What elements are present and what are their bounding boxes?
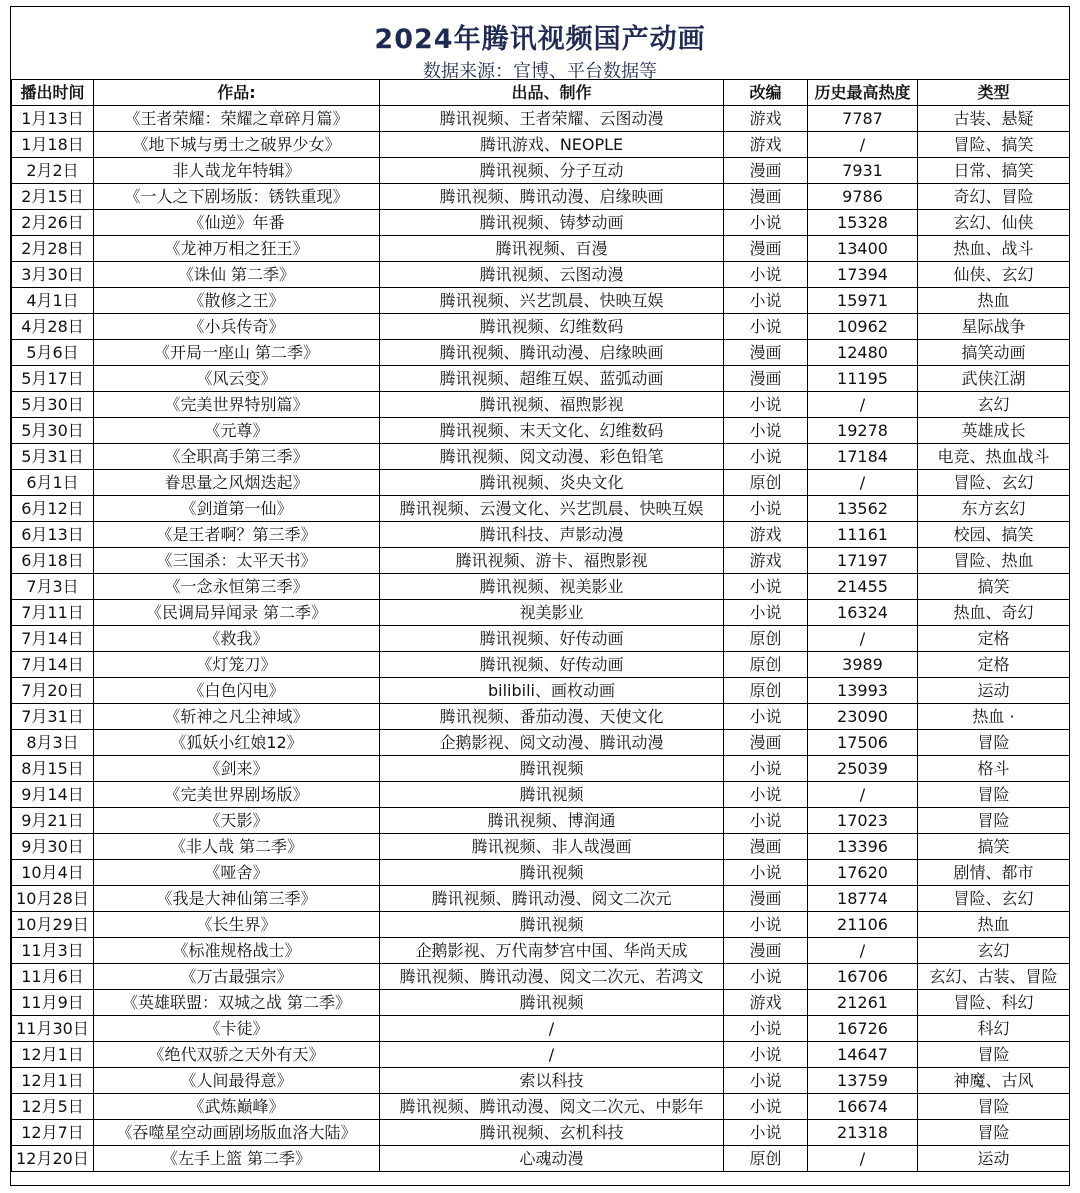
peak-heat-cell: / — [808, 938, 918, 964]
work-cell: 《狐妖小红娘12》 — [94, 730, 380, 756]
work-cell: 《是王者啊？第三季》 — [94, 522, 380, 548]
producer-cell: 腾讯视频、云图动漫 — [380, 262, 724, 288]
work-cell: 《万古最强宗》 — [94, 964, 380, 990]
genre-cell: 仙侠、玄幻 — [918, 262, 1070, 288]
table-row — [12, 1120, 1070, 1146]
air-date-cell: 6月12日 — [12, 496, 94, 522]
table-row — [12, 1094, 1070, 1120]
adaptation-cell: 漫画 — [724, 938, 808, 964]
adaptation-cell: 原创 — [724, 652, 808, 678]
table-row — [12, 262, 1070, 288]
table-body — [12, 106, 1070, 1172]
genre-cell: 玄幻、仙侠 — [918, 210, 1070, 236]
work-cell: 《一人之下剧场版：锈铁重现》 — [94, 184, 380, 210]
producer-cell: 腾讯科技、声影动漫 — [380, 522, 724, 548]
peak-heat-cell: 11195 — [808, 366, 918, 392]
genre-cell: 武侠江湖 — [918, 366, 1070, 392]
adaptation-cell: 原创 — [724, 1146, 808, 1172]
peak-heat-cell: 21261 — [808, 990, 918, 1016]
work-cell: 《地下城与勇士之破界少女》 — [94, 132, 380, 158]
producer-cell: 腾讯游戏、NEOPLE — [380, 132, 724, 158]
adaptation-cell: 小说 — [724, 1016, 808, 1042]
adaptation-cell: 小说 — [724, 418, 808, 444]
anime-table — [11, 79, 1070, 1172]
genre-cell: 冒险 — [918, 782, 1070, 808]
adaptation-cell: 小说 — [724, 704, 808, 730]
air-date-cell: 1月18日 — [12, 132, 94, 158]
peak-heat-cell: 15971 — [808, 288, 918, 314]
genre-cell: 日常、搞笑 — [918, 158, 1070, 184]
producer-cell: 腾讯视频、非人哉漫画 — [380, 834, 724, 860]
work-cell: 《天影》 — [94, 808, 380, 834]
genre-cell: 热血 — [918, 912, 1070, 938]
air-date-cell: 7月14日 — [12, 626, 94, 652]
peak-heat-cell: 25039 — [808, 756, 918, 782]
work-cell: 《散修之王》 — [94, 288, 380, 314]
work-cell: 《卡徒》 — [94, 1016, 380, 1042]
peak-heat-cell: 16706 — [808, 964, 918, 990]
work-cell: 《吞噬星空动画剧场版血洛大陆》 — [94, 1120, 380, 1146]
table-row — [12, 652, 1070, 678]
work-cell: 《风云变》 — [94, 366, 380, 392]
producer-cell: 腾讯视频 — [380, 912, 724, 938]
table-row — [12, 496, 1070, 522]
genre-cell: 热血、战斗 — [918, 236, 1070, 262]
work-cell: 《非人哉 第二季》 — [94, 834, 380, 860]
adaptation-cell: 漫画 — [724, 340, 808, 366]
genre-cell: 热血 · — [918, 704, 1070, 730]
genre-cell: 定格 — [918, 652, 1070, 678]
air-date-cell: 7月11日 — [12, 600, 94, 626]
table-row — [12, 158, 1070, 184]
adaptation-cell: 小说 — [724, 574, 808, 600]
table-row — [12, 808, 1070, 834]
adaptation-cell: 小说 — [724, 496, 808, 522]
air-date-cell: 11月30日 — [12, 1016, 94, 1042]
work-cell: 《白色闪电》 — [94, 678, 380, 704]
peak-heat-cell: 18774 — [808, 886, 918, 912]
adaptation-cell: 漫画 — [724, 730, 808, 756]
work-cell: 《武炼巅峰》 — [94, 1094, 380, 1120]
peak-heat-cell: 17023 — [808, 808, 918, 834]
work-cell: 《人间最得意》 — [94, 1068, 380, 1094]
air-date-cell: 9月21日 — [12, 808, 94, 834]
air-date-cell: 5月31日 — [12, 444, 94, 470]
genre-cell: 古装、悬疑 — [918, 106, 1070, 132]
table-row — [12, 418, 1070, 444]
genre-cell: 玄幻 — [918, 392, 1070, 418]
table-row — [12, 288, 1070, 314]
producer-cell: 腾讯视频、云漫文化、兴艺凯晨、快映互娱 — [380, 496, 724, 522]
genre-cell: 电竞、热血战斗 — [918, 444, 1070, 470]
work-cell: 《三国杀：太平天书》 — [94, 548, 380, 574]
genre-cell: 东方玄幻 — [918, 496, 1070, 522]
peak-heat-cell: / — [808, 132, 918, 158]
table-row — [12, 886, 1070, 912]
air-date-cell: 2月28日 — [12, 236, 94, 262]
page-title: 2024年腾讯视频国产动画 — [374, 24, 706, 55]
producer-cell: 腾讯视频、阅文动漫、彩色铅笔 — [380, 444, 724, 470]
work-cell: 眷思量之风烟迭起》 — [94, 470, 380, 496]
genre-cell: 定格 — [918, 626, 1070, 652]
table-row — [12, 678, 1070, 704]
adaptation-cell: 小说 — [724, 1120, 808, 1146]
producer-cell: 腾讯视频 — [380, 782, 724, 808]
air-date-cell: 5月17日 — [12, 366, 94, 392]
peak-heat-cell: 21318 — [808, 1120, 918, 1146]
genre-cell: 冒险、玄幻 — [918, 470, 1070, 496]
genre-cell: 冒险 — [918, 1094, 1070, 1120]
genre-cell: 搞笑 — [918, 834, 1070, 860]
genre-cell: 搞笑 — [918, 574, 1070, 600]
table-row — [12, 210, 1070, 236]
air-date-cell: 6月13日 — [12, 522, 94, 548]
table-row — [12, 1068, 1070, 1094]
table-row — [12, 756, 1070, 782]
peak-heat-cell: 13400 — [808, 236, 918, 262]
air-date-cell: 6月1日 — [12, 470, 94, 496]
peak-heat-cell: 16726 — [808, 1016, 918, 1042]
genre-cell: 玄幻、古装、冒险 — [918, 964, 1070, 990]
adaptation-cell: 漫画 — [724, 886, 808, 912]
table-row — [12, 1042, 1070, 1068]
air-date-cell: 4月28日 — [12, 314, 94, 340]
work-cell: 《诛仙 第二季》 — [94, 262, 380, 288]
work-cell: 《英雄联盟：双城之战 第二季》 — [94, 990, 380, 1016]
peak-heat-cell: 12480 — [808, 340, 918, 366]
air-date-cell: 5月30日 — [12, 418, 94, 444]
genre-cell: 冒险、科幻 — [918, 990, 1070, 1016]
column-header-work: 作品: — [94, 80, 380, 106]
work-cell: 《完美世界特别篇》 — [94, 392, 380, 418]
peak-heat-cell: 21106 — [808, 912, 918, 938]
adaptation-cell: 小说 — [724, 1094, 808, 1120]
producer-cell: bilibili、画枚动画 — [380, 678, 724, 704]
work-cell: 《长生界》 — [94, 912, 380, 938]
peak-heat-cell: 17184 — [808, 444, 918, 470]
genre-cell: 英雄成长 — [918, 418, 1070, 444]
table-row — [12, 470, 1070, 496]
air-date-cell: 7月14日 — [12, 652, 94, 678]
work-cell: 《斩神之凡尘神域》 — [94, 704, 380, 730]
adaptation-cell: 漫画 — [724, 834, 808, 860]
producer-cell: 腾讯视频、超维互娱、蓝弧动画 — [380, 366, 724, 392]
table-row — [12, 834, 1070, 860]
column-header-producer: 出品、制作 — [380, 80, 724, 106]
adaptation-cell: 小说 — [724, 600, 808, 626]
producer-cell: 腾讯视频、分子互动 — [380, 158, 724, 184]
peak-heat-cell: 13396 — [808, 834, 918, 860]
producer-cell: 腾讯视频、博润通 — [380, 808, 724, 834]
genre-cell: 神魔、古风 — [918, 1068, 1070, 1094]
adaptation-cell: 小说 — [724, 808, 808, 834]
producer-cell: 腾讯视频、视美影业 — [380, 574, 724, 600]
producer-cell: 腾讯视频 — [380, 860, 724, 886]
work-cell: 《标准规格战士》 — [94, 938, 380, 964]
air-date-cell: 1月13日 — [12, 106, 94, 132]
peak-heat-cell: 17197 — [808, 548, 918, 574]
producer-cell: 腾讯视频、兴艺凯晨、快映互娱 — [380, 288, 724, 314]
adaptation-cell: 游戏 — [724, 522, 808, 548]
adaptation-cell: 小说 — [724, 262, 808, 288]
table-row — [12, 392, 1070, 418]
air-date-cell: 8月15日 — [12, 756, 94, 782]
adaptation-cell: 小说 — [724, 210, 808, 236]
adaptation-cell: 小说 — [724, 782, 808, 808]
adaptation-cell: 游戏 — [724, 132, 808, 158]
adaptation-cell: 小说 — [724, 860, 808, 886]
column-header-peak-heat: 历史最高热度 — [808, 80, 918, 106]
peak-heat-cell: / — [808, 782, 918, 808]
table-row — [12, 106, 1070, 132]
adaptation-cell: 漫画 — [724, 366, 808, 392]
table-row — [12, 600, 1070, 626]
adaptation-cell: 小说 — [724, 1042, 808, 1068]
table-row — [12, 626, 1070, 652]
work-cell: 《民调局异闻录 第二季》 — [94, 600, 380, 626]
table-row — [12, 314, 1070, 340]
column-header-air-date: 播出时间 — [12, 80, 94, 106]
document-sheet — [10, 6, 1070, 1186]
peak-heat-cell: 10962 — [808, 314, 918, 340]
adaptation-cell: 游戏 — [724, 990, 808, 1016]
table-row — [12, 964, 1070, 990]
genre-cell: 奇幻、冒险 — [918, 184, 1070, 210]
genre-cell: 科幻 — [918, 1016, 1070, 1042]
work-cell: 《元尊》 — [94, 418, 380, 444]
producer-cell: 腾讯视频、番茄动漫、天使文化 — [380, 704, 724, 730]
producer-cell: 腾讯视频、腾讯动漫、阅文二次元 — [380, 886, 724, 912]
peak-heat-cell: / — [808, 470, 918, 496]
air-date-cell: 10月4日 — [12, 860, 94, 886]
adaptation-cell: 漫画 — [724, 158, 808, 184]
air-date-cell: 7月31日 — [12, 704, 94, 730]
adaptation-cell: 小说 — [724, 392, 808, 418]
adaptation-cell: 游戏 — [724, 106, 808, 132]
producer-cell: 腾讯视频、腾讯动漫、阅文二次元、若鸿文 — [380, 964, 724, 990]
air-date-cell: 2月26日 — [12, 210, 94, 236]
peak-heat-cell: 13759 — [808, 1068, 918, 1094]
producer-cell: 腾讯视频、腾讯动漫、阅文二次元、中影年 — [380, 1094, 724, 1120]
table-row — [12, 860, 1070, 886]
adaptation-cell: 小说 — [724, 912, 808, 938]
air-date-cell: 9月14日 — [12, 782, 94, 808]
producer-cell: 腾讯视频 — [380, 756, 724, 782]
producer-cell: 腾讯视频、末天文化、幻维数码 — [380, 418, 724, 444]
table-row — [12, 236, 1070, 262]
peak-heat-cell: 9786 — [808, 184, 918, 210]
peak-heat-cell: 7787 — [808, 106, 918, 132]
table-row — [12, 704, 1070, 730]
genre-cell: 玄幻 — [918, 938, 1070, 964]
air-date-cell: 11月3日 — [12, 938, 94, 964]
adaptation-cell: 小说 — [724, 756, 808, 782]
table-row — [12, 522, 1070, 548]
peak-heat-cell: 16674 — [808, 1094, 918, 1120]
peak-heat-cell: 14647 — [808, 1042, 918, 1068]
adaptation-cell: 小说 — [724, 964, 808, 990]
producer-cell: 腾讯视频、游卡、福煦影视 — [380, 548, 724, 574]
air-date-cell: 10月29日 — [12, 912, 94, 938]
adaptation-cell: 小说 — [724, 288, 808, 314]
peak-heat-cell: 19278 — [808, 418, 918, 444]
peak-heat-cell: 23090 — [808, 704, 918, 730]
genre-cell: 校园、搞笑 — [918, 522, 1070, 548]
work-cell: 《剑道第一仙》 — [94, 496, 380, 522]
adaptation-cell: 原创 — [724, 626, 808, 652]
adaptation-cell: 漫画 — [724, 184, 808, 210]
table-row — [12, 366, 1070, 392]
producer-cell: 腾讯视频 — [380, 990, 724, 1016]
work-cell: 《绝代双骄之天外有天》 — [94, 1042, 380, 1068]
genre-cell: 冒险 — [918, 1120, 1070, 1146]
adaptation-cell: 漫画 — [724, 236, 808, 262]
adaptation-cell: 小说 — [724, 314, 808, 340]
producer-cell: 腾讯视频、腾讯动漫、启缘映画 — [380, 340, 724, 366]
producer-cell: 腾讯视频、铸梦动画 — [380, 210, 724, 236]
air-date-cell: 12月7日 — [12, 1120, 94, 1146]
genre-cell: 冒险、玄幻 — [918, 886, 1070, 912]
producer-cell: 索以科技 — [380, 1068, 724, 1094]
producer-cell: 腾讯视频、王者荣耀、云图动漫 — [380, 106, 724, 132]
table-row — [12, 132, 1070, 158]
peak-heat-cell: 3989 — [808, 652, 918, 678]
peak-heat-cell: 16324 — [808, 600, 918, 626]
air-date-cell: 7月3日 — [12, 574, 94, 600]
genre-cell: 冒险、搞笑 — [918, 132, 1070, 158]
producer-cell: 企鹅影视、阅文动漫、腾讯动漫 — [380, 730, 724, 756]
air-date-cell: 2月2日 — [12, 158, 94, 184]
genre-cell: 星际战争 — [918, 314, 1070, 340]
air-date-cell: 12月5日 — [12, 1094, 94, 1120]
genre-cell: 冒险 — [918, 1042, 1070, 1068]
work-cell: 《一念永恒第三季》 — [94, 574, 380, 600]
peak-heat-cell: 11161 — [808, 522, 918, 548]
table-row — [12, 1016, 1070, 1042]
peak-heat-cell: / — [808, 1146, 918, 1172]
air-date-cell: 12月1日 — [12, 1042, 94, 1068]
air-date-cell: 6月18日 — [12, 548, 94, 574]
peak-heat-cell: 13562 — [808, 496, 918, 522]
producer-cell: 腾讯视频、好传动画 — [380, 652, 724, 678]
air-date-cell: 7月20日 — [12, 678, 94, 704]
table-row — [12, 912, 1070, 938]
table-row — [12, 990, 1070, 1016]
peak-heat-cell: / — [808, 626, 918, 652]
peak-heat-cell: 15328 — [808, 210, 918, 236]
producer-cell: 腾讯视频、炎央文化 — [380, 470, 724, 496]
genre-cell: 运动 — [918, 1146, 1070, 1172]
producer-cell: 腾讯视频、玄机科技 — [380, 1120, 724, 1146]
peak-heat-cell: 7931 — [808, 158, 918, 184]
air-date-cell: 9月30日 — [12, 834, 94, 860]
work-cell: 非人哉龙年特辑》 — [94, 158, 380, 184]
work-cell: 《救我》 — [94, 626, 380, 652]
air-date-cell: 11月6日 — [12, 964, 94, 990]
table-row — [12, 782, 1070, 808]
producer-cell: 腾讯视频、百漫 — [380, 236, 724, 262]
genre-cell: 搞笑动画 — [918, 340, 1070, 366]
air-date-cell: 4月1日 — [12, 288, 94, 314]
genre-cell: 格斗 — [918, 756, 1070, 782]
air-date-cell: 10月28日 — [12, 886, 94, 912]
work-cell: 《哑舍》 — [94, 860, 380, 886]
adaptation-cell: 小说 — [724, 444, 808, 470]
air-date-cell: 3月30日 — [12, 262, 94, 288]
work-cell: 《开局一座山 第二季》 — [94, 340, 380, 366]
adaptation-cell: 游戏 — [724, 548, 808, 574]
producer-cell: 腾讯视频、好传动画 — [380, 626, 724, 652]
producer-cell: 心魂动漫 — [380, 1146, 724, 1172]
work-cell: 《左手上篮 第二季》 — [94, 1146, 380, 1172]
producer-cell: 视美影业 — [380, 600, 724, 626]
work-cell: 《我是大神仙第三季》 — [94, 886, 380, 912]
air-date-cell: 12月20日 — [12, 1146, 94, 1172]
adaptation-cell: 原创 — [724, 470, 808, 496]
peak-heat-cell: 21455 — [808, 574, 918, 600]
air-date-cell: 2月15日 — [12, 184, 94, 210]
producer-cell: / — [380, 1016, 724, 1042]
work-cell: 《龙神万相之狂王》 — [94, 236, 380, 262]
table-row — [12, 340, 1070, 366]
genre-cell: 剧情、都市 — [918, 860, 1070, 886]
peak-heat-cell: 13993 — [808, 678, 918, 704]
producer-cell: 腾讯视频、福煦影视 — [380, 392, 724, 418]
work-cell: 《完美世界剧场版》 — [94, 782, 380, 808]
peak-heat-cell: 17506 — [808, 730, 918, 756]
genre-cell: 运动 — [918, 678, 1070, 704]
table-row — [12, 548, 1070, 574]
table-header-row — [12, 80, 1070, 106]
peak-heat-cell: 17394 — [808, 262, 918, 288]
air-date-cell: 5月6日 — [12, 340, 94, 366]
air-date-cell: 8月3日 — [12, 730, 94, 756]
genre-cell: 热血、奇幻 — [918, 600, 1070, 626]
air-date-cell: 11月9日 — [12, 990, 94, 1016]
air-date-cell: 5月30日 — [12, 392, 94, 418]
air-date-cell: 12月1日 — [12, 1068, 94, 1094]
producer-cell: / — [380, 1042, 724, 1068]
genre-cell: 冒险、热血 — [918, 548, 1070, 574]
work-cell: 《剑来》 — [94, 756, 380, 782]
column-header-genre: 类型 — [918, 80, 1070, 106]
work-cell: 《灯笼刀》 — [94, 652, 380, 678]
producer-cell: 腾讯视频、幻维数码 — [380, 314, 724, 340]
table-row — [12, 444, 1070, 470]
table-row — [12, 1146, 1070, 1172]
producer-cell: 腾讯视频、腾讯动漫、启缘映画 — [380, 184, 724, 210]
peak-heat-cell: / — [808, 392, 918, 418]
table-row — [12, 574, 1070, 600]
adaptation-cell: 原创 — [724, 678, 808, 704]
column-header-adaptation: 改编 — [724, 80, 808, 106]
table-row — [12, 184, 1070, 210]
work-cell: 《仙逆》年番 — [94, 210, 380, 236]
data-source-subtitle: 数据来源：官博、平台数据等 — [423, 61, 657, 82]
genre-cell: 热血 — [918, 288, 1070, 314]
work-cell: 《王者荣耀：荣耀之章碎月篇》 — [94, 106, 380, 132]
work-cell: 《小兵传奇》 — [94, 314, 380, 340]
table-row — [12, 730, 1070, 756]
table-row — [12, 938, 1070, 964]
genre-cell: 冒险 — [918, 730, 1070, 756]
adaptation-cell: 小说 — [724, 1068, 808, 1094]
genre-cell: 冒险 — [918, 808, 1070, 834]
producer-cell: 企鹅影视、万代南梦宫中国、华尚天成 — [380, 938, 724, 964]
work-cell: 《全职高手第三季》 — [94, 444, 380, 470]
peak-heat-cell: 17620 — [808, 860, 918, 886]
